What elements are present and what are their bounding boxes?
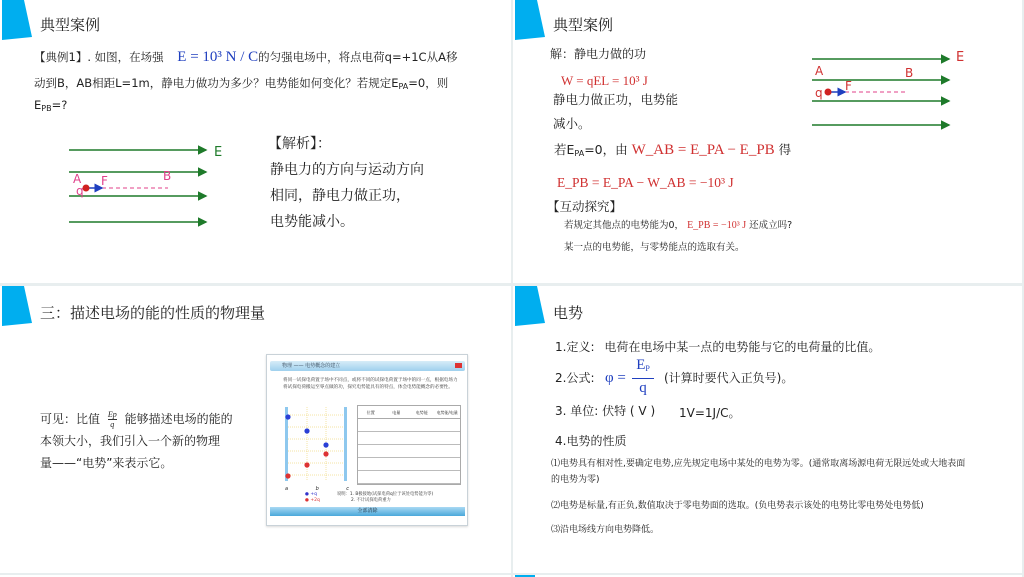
work-formula: W = qEL = 10³ J: [561, 73, 648, 88]
close-icon: [455, 363, 462, 368]
formula-denominator: q: [639, 380, 647, 396]
axis-c: c: [346, 486, 349, 492]
electric-field-diagram: [809, 52, 969, 142]
intro-line-3: 量——“电势”来表示它。: [40, 456, 173, 470]
unit-equation: 1V=1J/C。: [679, 406, 741, 420]
definition-label: 1.定义:: [555, 340, 595, 354]
analysis-heading: 【解析】：: [268, 136, 331, 152]
example-line1-rest: 的匀强电场中，将点电荷q=+1C从A移: [258, 50, 458, 64]
example-line3-end: =?: [51, 98, 68, 112]
label-e: E: [956, 50, 965, 65]
ratio-numerator: Ep: [107, 410, 117, 419]
accent-tab: [2, 286, 32, 326]
simulation-screenshot: [266, 354, 468, 526]
analysis-line-1: 静电力的方向与运动方向: [270, 162, 424, 178]
unit-label: 3. 单位: 伏特 ( V ): [555, 404, 656, 418]
sim-title: 物理 —— 电势概念的建立: [282, 363, 341, 369]
slide-title: 三：描述电场的能的性质的物理量: [40, 304, 266, 322]
axis-b: b: [315, 486, 319, 492]
example-line-1: [34, 46, 457, 68]
label-b: B: [163, 169, 172, 183]
example-line2-end: =0，则: [408, 76, 449, 90]
formula-fraction: [632, 356, 654, 397]
sim-note-1: 说明：1. B极接地(试探电荷q位于该处电势能为零): [337, 492, 434, 497]
legend-2q: ● +2q: [305, 498, 320, 503]
label-a: A: [815, 64, 824, 78]
if-sub: PA: [574, 149, 585, 158]
slide-typical-example-2[interactable]: [513, 0, 1022, 283]
sim-legend: [305, 492, 320, 504]
formula-label: 2.公式:: [555, 371, 595, 385]
th-position: 位置: [366, 410, 375, 415]
definition-row: [555, 336, 880, 358]
sub-pa: PA: [398, 82, 409, 91]
slide-typical-example-1[interactable]: [0, 0, 511, 283]
legend-q: ● +q: [305, 492, 317, 497]
label-b: B: [905, 66, 914, 80]
legend-q-label: +q: [310, 492, 317, 497]
sim-table: [357, 405, 461, 485]
solution-label: 解：静电力做的功: [550, 47, 647, 61]
example-prefix: 【典例1】. 如图，在场强: [34, 50, 164, 64]
accent-tab: [2, 0, 32, 40]
example-line2-text: 动到B，AB相距L=1m，静电力做功为多少？电势能如何变化？若规定E: [34, 76, 399, 90]
property-3: ⑶沿电场线方向电势降低。: [551, 525, 660, 535]
formula-num-sub: P: [645, 364, 650, 373]
label-q: q: [815, 86, 823, 100]
clear-all-button[interactable]: 全部清除: [270, 507, 465, 516]
explore-q-suffix: 还成立吗?: [749, 220, 793, 231]
explore-q-formula: E_PB = −10³ J: [687, 220, 747, 231]
formula-lhs: φ =: [605, 370, 626, 386]
sim-notes: [337, 492, 433, 504]
explore-q-prefix: 若规定其他点的电势能为0，: [564, 220, 685, 231]
property-1b: 的电势为零): [551, 475, 600, 485]
accent-tab: [515, 286, 545, 326]
formula-numerator: [632, 356, 654, 379]
intro-line-1: [40, 408, 233, 430]
intro-prefix: 可见：比值: [40, 412, 101, 426]
relation-tail: 得: [778, 142, 792, 157]
if-mid: =0，由: [584, 142, 628, 157]
formula-num-text: E: [636, 357, 646, 373]
th-ratio: 电势能/电量: [436, 410, 458, 415]
if-text: 若E: [554, 142, 575, 157]
properties-heading: 4.电势的性质: [555, 434, 627, 448]
analysis-line-3: 电势能减小。: [270, 214, 354, 230]
sim-note-2: 2. 不计试探电荷重力: [351, 498, 391, 503]
property-2: ⑵电势是标量,有正负,数值取决于零电势面的选取。(负电势表示该处的电势比零电势处电势低): [551, 501, 924, 511]
intro-line-2: 本领大小，我们引入一个新的物理: [40, 434, 221, 448]
example-line-2: [34, 72, 448, 98]
analysis-line-2: 相同，静电力做正功，: [270, 188, 410, 204]
th-charge: 电量: [392, 410, 401, 415]
explore-answer: 某一点的电势能，与零势能点的选取有关。: [564, 242, 745, 253]
field-formula: E = 10³ N / C: [177, 49, 259, 65]
positive-work-line-1: 静电力做正功，电势能: [553, 92, 679, 107]
ratio-fraction: [108, 410, 117, 429]
label-a: A: [73, 172, 82, 186]
relation-formula: W_AB = E_PA − E_PB: [631, 142, 775, 158]
slide-title: 典型案例: [40, 16, 101, 34]
sim-title-bar: [270, 361, 465, 371]
property-1a: ⑴电势具有相对性,要确定电势,应先规定电场中某处的电势为零。(通常取离场源电荷无限远处或大地表面: [551, 459, 966, 469]
label-e: E: [214, 145, 223, 160]
slide-title: 电势: [553, 304, 584, 322]
definition-text: 电荷在电场中某一点的电势能与它的电荷量的比值。: [604, 340, 881, 354]
intro-line1-rest: 能够描述电场的能的: [124, 412, 233, 426]
result-formula: E_PB = E_PA − W_AB = −10³ J: [557, 175, 734, 190]
axis-a: a: [285, 486, 289, 492]
sub-pb: PB: [41, 104, 52, 113]
legend-2q-label: +2q: [310, 498, 320, 503]
label-f: F: [101, 174, 108, 188]
electric-field-diagram: [66, 138, 236, 238]
slide-electric-potential[interactable]: [513, 286, 1022, 573]
explore-question: [564, 218, 792, 234]
label-q: q: [76, 184, 84, 198]
slide-title: 典型案例: [553, 16, 614, 34]
example-line-3: [34, 94, 67, 120]
ratio-denominator: q: [110, 420, 115, 429]
explore-heading: 【互动探究】: [547, 199, 623, 214]
formula-note: (计算时要代入正负号)。: [664, 371, 794, 385]
sim-plot: [283, 401, 349, 485]
accent-tab: [515, 0, 545, 40]
positive-work-line-2: 减小。: [553, 116, 591, 131]
th-energy: 电势能: [415, 410, 428, 415]
example-line3-text: E: [34, 98, 42, 112]
label-f: F: [845, 79, 852, 93]
sim-table-header: [358, 406, 460, 419]
if-line: [554, 139, 791, 165]
sim-description: 将同一试探电荷置于场中不同点，或将不同的试探电荷置于场中的同一点，根据电场力将试探电荷搬运至零点做的功，探究电势能具有的特点，体会电势能概念的必要性。: [283, 378, 458, 390]
